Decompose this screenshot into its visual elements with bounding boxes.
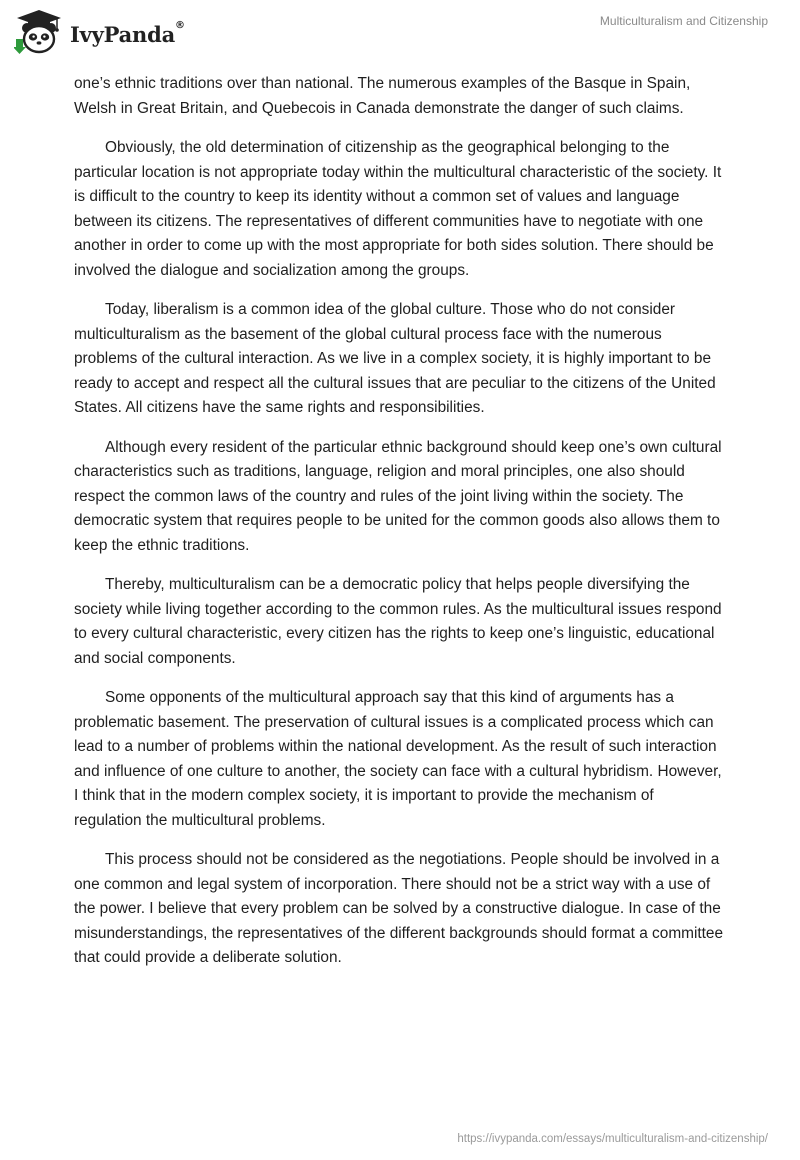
brand-logo[interactable] xyxy=(14,9,185,55)
paragraph: Obviously, the old determination of citizenship as the geographical belonging to the particular location is not appropriate today within the multicultural characteristic of the society. It is difficult to the country to keep its identity without a common set of values and language between its citizens. The representatives of different communities have to negotiate with one another in order to come up with the most appropriate for both sides solution. There should be involved the dialogue and socialization among the groups. xyxy=(74,139,722,279)
registered-mark: ® xyxy=(175,19,185,31)
paragraph: Although every resident of the particular ethnic background should keep one’s own cultural characteristics such as traditions, language, religion and moral principles, one also should respect the common laws of the country and rules of the joint living within the society. The democratic system that requires people to be united for the common goods also allows them to keep the ethnic traditions. xyxy=(74,438,722,554)
paragraph: Thereby, multiculturalism can be a democratic policy that helps people diversifying the society while living together according to the common rules. As the multicultural issues respond to every cultural characteristic, every citizen has the rights to keep one’s linguistic, educational and social components. xyxy=(74,576,722,667)
paragraph: Some opponents of the multicultural approach say that this kind of arguments has a problematic basement. The preservation of cultural issues is a complicated process which can lead to a number of problems within the national development. As the result of such interaction and influence of one culture to another, the society can face with a cultural hybridism. However, I think that in the modern complex society, it is important to provide the mechanism of regulation the multicultural problems. xyxy=(74,689,722,829)
page-header xyxy=(0,0,800,64)
document-title: Multiculturalism and Citizenship xyxy=(599,14,768,28)
panda-logo-icon xyxy=(14,9,64,55)
paragraph: Today, liberalism is a common idea of the global culture. Those who do not consider multiculturalism as the basement of the global cultural process face with the numerous problems of the cultural interaction. As we live in a complex society, it is highly important to be ready to accept and respect all the cultural issues that are peculiar to the citizens of the United States. All citizens have the same rights and responsibilities. xyxy=(74,301,716,416)
source-url-link[interactable]: https://ivypanda.com/essays/multiculturalism-and-citizenship/ xyxy=(457,1133,768,1145)
paragraph: This process should not be considered as the negotiations. People should be involved in a one common and legal system of incorporation. There should not be a strict way with a use of the power. I believe that every problem can be solved by a constructive dialogue. In case of the misunderstandings, the representatives of the different backgrounds should format a committee that could provide a deliberate solution. xyxy=(74,851,724,966)
essay-body xyxy=(74,72,724,986)
paragraph: one’s ethnic traditions over than national. The numerous examples of the Basque in Spain, Welsh in Great Britain, and Quebecois in Canada demonstrate the danger of such claims. xyxy=(74,75,691,117)
brand-name: IvyPanda® xyxy=(70,19,185,47)
